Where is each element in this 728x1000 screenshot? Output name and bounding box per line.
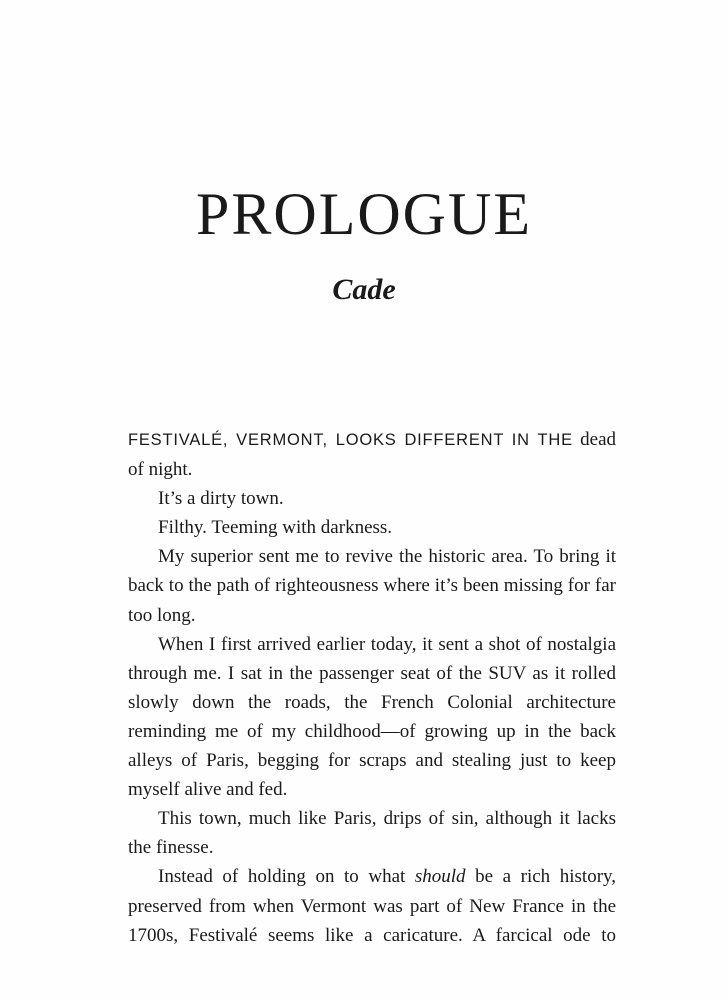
chapter-body	[128, 425, 616, 950]
text-run: be a rich history, preserved from when Vermont was part of New France in the 1700s, Festivalé seems like a caricature. A farcical ode to	[128, 866, 617, 946]
chapter-subtitle: Cade	[332, 273, 396, 306]
emphasis-text: should	[414, 866, 466, 888]
paragraph: My superior sent me to revive the historic area. To bring it back to the path of righteousness where it’s been missing for far too long.	[128, 546, 616, 626]
paragraph-opening	[128, 425, 616, 484]
paragraph-last	[128, 862, 616, 949]
paragraph: Filthy. Teeming with darkness.	[158, 517, 393, 539]
chapter-title: PROLOGUE	[195, 181, 532, 247]
paragraph: This town, much like Paris, drips of sin, although it lacks the finesse.	[128, 808, 616, 859]
paragraph: It’s a dirty town.	[158, 488, 284, 510]
opening-rest: dead of night.	[128, 429, 617, 481]
text-run: Instead of holding on to what	[158, 866, 406, 888]
opening-smallcaps: FESTIVALÉ, VERMONT, LOOKS DIFFERENT IN THE	[128, 431, 573, 449]
paragraph: When I first arrived earlier today, it sent a shot of nostalgia through me. I sat in the passenger seat of the SUV as it rolled slowly down the roads, the French Colonial architecture reminding me of my childhood—of growing up in the back alleys of Paris, begging for scraps and stealing just to keep myself alive and fed.	[128, 633, 616, 801]
